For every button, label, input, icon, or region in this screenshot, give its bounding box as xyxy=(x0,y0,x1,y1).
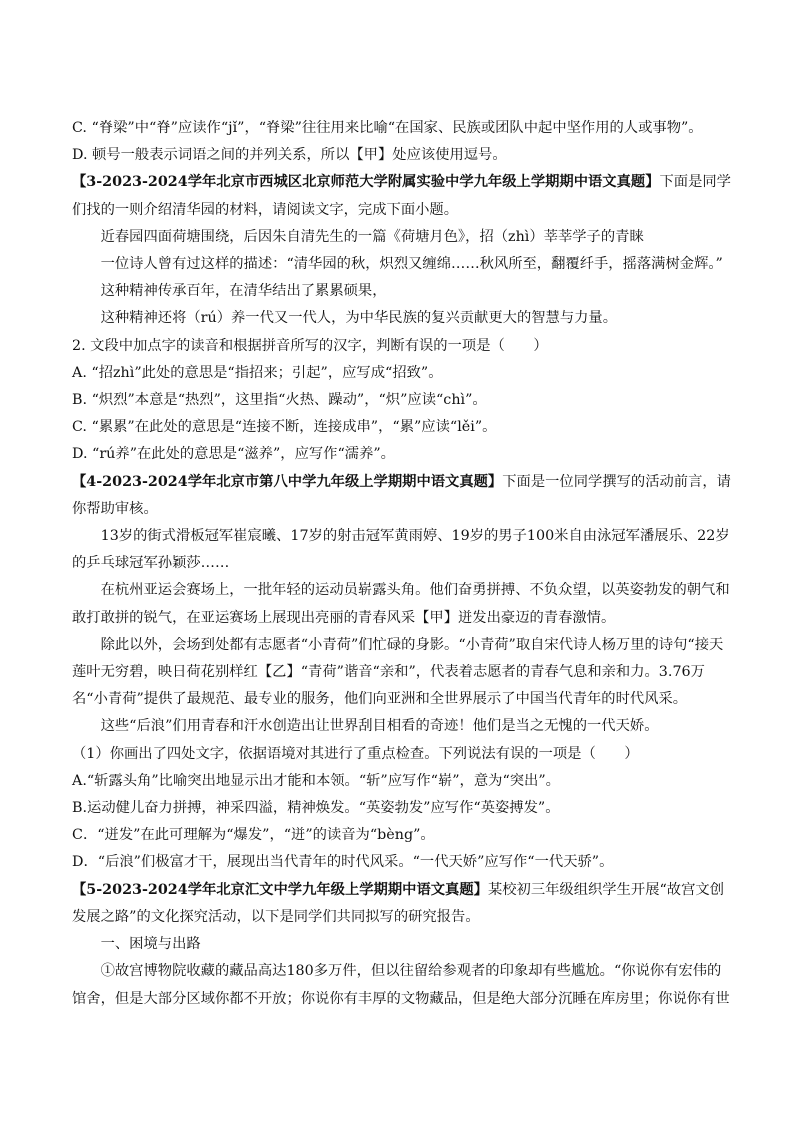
question-4-source: 【4-2023-2024学年北京市第八中学九年级上学期期中语文真题】 xyxy=(72,473,503,490)
option-a: A.“斩露头角”比喻突出地显示出才能和本领。“斩”应写作“崭”，意为“突出”。 xyxy=(72,772,560,789)
passage-line: ①故宫博物院收藏的藏品高达180多万件，但以往留给参观者的印象却有些尴尬。“你说你有宏伟的馆舍，但是大部分区域你都不开放；你说你有丰厚的文物藏品，但是绝大部分沉睡在库房里；你说你有世 xyxy=(72,963,730,1007)
question-5-instruction: 某校初三年级组织学生开展“故宫文创发展之路”的文化探究活动，以下是同学们共同拟写的研究报告。 xyxy=(72,881,724,925)
option-c: C．“迸发”在此可理解为“爆发”，“迸”的读音为“bèng”。 xyxy=(72,827,435,844)
question-4-header xyxy=(72,469,734,523)
question-3-instruction: 下面是同学们找的一则介绍清华园的材料，请阅读文字，完成下面小题。 xyxy=(72,174,731,218)
option-d-line: D. 顿号一般表示词语之间的并列关系，所以【甲】处应该使用逗号。 xyxy=(72,147,507,164)
passage-line: 近春园四面荷塘围绕，后因朱自清先生的一篇《荷塘月色》，招（zhì）莘莘学子的青睐 xyxy=(100,228,644,245)
option-b: B.运动健儿奋力拼搏，神采四溢，精神焕发。“英姿勃发”应写作“英姿搏发”。 xyxy=(72,800,560,817)
question-4-instruction: 下面是一位同学撰写的活动前言，请你帮助审核。 xyxy=(72,473,731,517)
question-2-stem: 2. 文段中加点字的读音和根据拼音所写的汉字，判断有误的一项是（ ） xyxy=(72,337,548,354)
option-d: D. “rú养”在此处的意思是“滋养”，应写作“濡养”。 xyxy=(72,446,395,463)
passage-line: 这种精神还将（rú）养一代又一代人，为中华民族的复兴贡献更大的智慧与力量。 xyxy=(100,310,618,327)
option-b: B. “炽烈”本意是“热烈”，这里指“火热、躁动”，“炽”应读“chì”。 xyxy=(72,392,487,409)
question-5-header xyxy=(72,877,734,931)
section-heading: 一、困境与出路 xyxy=(100,936,201,953)
passage-line: 这种精神传承百年，在清华结出了累累硕果， xyxy=(100,283,387,300)
option-c-line: C. “脊梁”中“脊”应读作“jǐ”，“脊梁”往往用来比喻“在国家、民族或团队中起中坚作用的人或事物”。 xyxy=(72,120,703,136)
passage-line: 这些“后浪”们用青春和汗水创造出让世界刮目相看的奇迹！他们是当之无愧的一代天娇。 xyxy=(100,718,659,735)
question-5-source: 【5-2023-2024学年北京汇文中学九年级上学期期中语文真题】 xyxy=(72,881,488,898)
option-d: D．“后浪”们极富才干，展现出当代青年的时代风采。“一代天娇”应写作“一代天骄”。 xyxy=(72,854,614,871)
passage-line: 除此以外，会场到处都有志愿者“小青荷”们忙碌的身影。“小青荷”取自宋代诗人杨万里的诗句“接天莲叶无穷碧，映日荷花别样红【乙】“青荷”谐音“亲和”，代表着志愿者的青春气息和亲和力。3.76万名“小青荷”提供了最规范、最专业的服务，他们向亚洲和全世界展示了中国当代青年的时代风采。 xyxy=(72,636,724,708)
passage-line: 13岁的街式滑板冠军崔宸曦、17岁的射击冠军黄雨婷、19岁的男子100米自由泳冠军潘展乐、22岁的乒乓球冠军孙颖莎…… xyxy=(72,528,730,572)
question-3-source: 【3-2023-2024学年北京市西城区北京师范大学附属实验中学九年级上学期期中语文真题】 xyxy=(72,174,660,191)
question-3-header xyxy=(72,169,734,223)
passage-line: 一位诗人曾有过这样的描述：“清华园的秋，炽烈又缠绵……秋风所至，翻覆纤手，摇落满树金辉。” xyxy=(100,256,723,273)
option-c: C. “累累”在此处的意思是“连接不断，连接成串”，“累”应读“lěi”。 xyxy=(72,419,497,436)
option-a: A. “招zhì”此处的意思是“指招来；引起”，应写成“招致”。 xyxy=(72,364,443,381)
passage-line: 在杭州亚运会赛场上，一批年轻的运动员崭露头角。他们奋勇拼搏、不负众望，以英姿勃发的朝气和敢打敢拼的锐气，在亚运赛场上展现出亮丽的青春风采【甲】迸发出豪迈的青春激情。 xyxy=(72,582,730,626)
question-4-1-stem: （1）你画出了四处文字，依据语境对其进行了重点检查。下列说法有误的一项是（ ） xyxy=(72,745,639,762)
